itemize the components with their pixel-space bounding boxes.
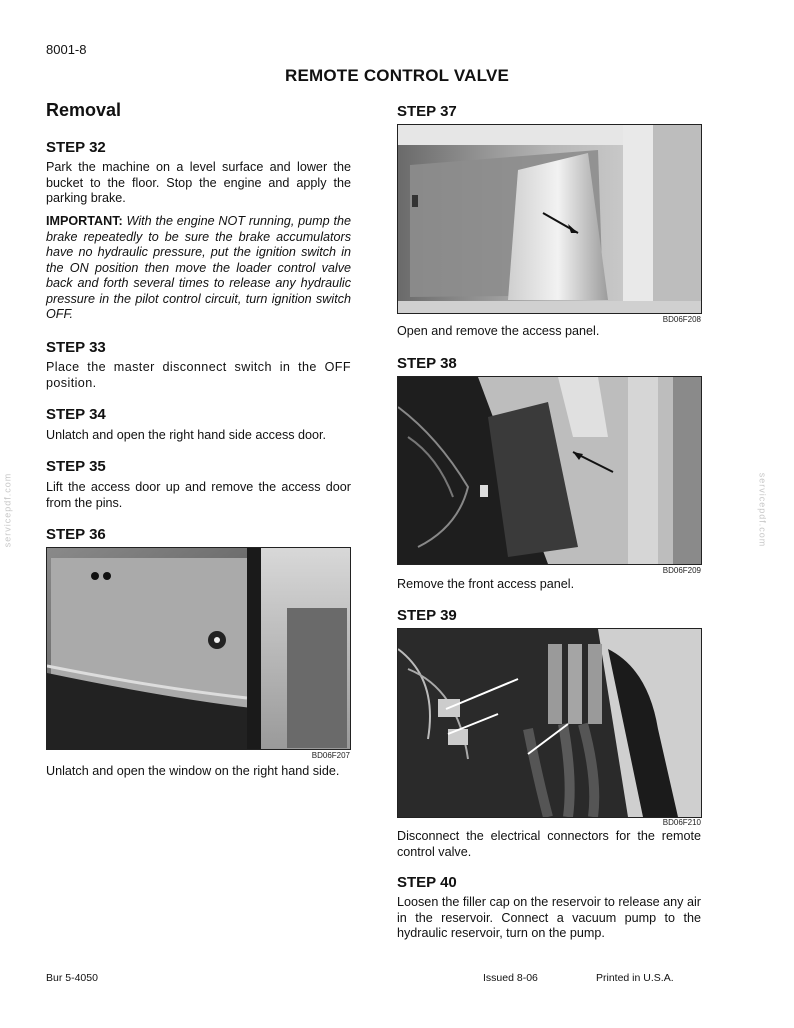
footer-printed: Printed in U.S.A. xyxy=(596,972,674,984)
step-34-text: Unlatch and open the right hand side access door. xyxy=(46,428,327,442)
important-label: IMPORTANT: xyxy=(46,214,123,228)
important-note xyxy=(46,214,351,323)
watermark-left: servicepdf.com xyxy=(2,472,13,548)
step-38-heading: STEP 38 xyxy=(397,355,457,372)
step-32-heading: STEP 32 xyxy=(46,139,106,156)
step-36-caption: Unlatch and open the window on the right hand side. xyxy=(46,764,340,778)
step-39-photo xyxy=(397,628,702,818)
section-heading: Removal xyxy=(46,100,122,120)
step-36-heading: STEP 36 xyxy=(46,526,106,543)
footer-doc-number: Bur 5-4050 xyxy=(46,972,98,984)
step-37-photo-code: BD06F208 xyxy=(662,315,701,324)
step-39-photo-code: BD06F210 xyxy=(662,818,701,827)
step-39-heading: STEP 39 xyxy=(397,607,457,624)
important-text: With the engine NOT running, pump the brake repeatedly to be sure the brake accumulators have no hydraulic pressure, put the ignition switch in the ON position then move the loader control valve back and forth several times to release any hydraulic pressure in the pilot control circuit, turn ignition switch OFF. xyxy=(46,214,352,321)
page-number: 8001-8 xyxy=(46,42,87,57)
step-37-heading: STEP 37 xyxy=(397,103,457,120)
watermark-right: servicepdf.com xyxy=(757,472,768,548)
step-38-caption: Remove the front access panel. xyxy=(397,577,575,591)
step-35-text: Lift the access door up and remove the access door from the pins. xyxy=(46,480,351,510)
step-37-caption: Open and remove the access panel. xyxy=(397,324,600,338)
step-37-photo xyxy=(397,124,702,314)
step-38-photo xyxy=(397,376,702,565)
step-33-heading: STEP 33 xyxy=(46,339,106,356)
footer-issued: Issued 8-06 xyxy=(483,972,538,984)
step-32-text: Park the machine on a level surface and lower the bucket to the floor. Stop the engine and apply the parking brake. xyxy=(46,160,351,205)
page-title: REMOTE CONTROL VALVE xyxy=(284,66,510,85)
step-36-photo xyxy=(46,547,351,750)
step-35-heading: STEP 35 xyxy=(46,458,106,475)
step-33-text: Place the master disconnect switch in the OFF position. xyxy=(46,360,351,390)
step-34-heading: STEP 34 xyxy=(46,406,106,423)
step-40-heading: STEP 40 xyxy=(397,874,457,891)
step-38-photo-code: BD06F209 xyxy=(662,566,701,575)
step-40-text: Loosen the filler cap on the reservoir to release any air in the reservoir. Connect a vacuum pump to the hydraulic reservoir, turn on the pump. xyxy=(397,895,701,940)
step-39-caption: Disconnect the electrical connectors for the remote control valve. xyxy=(397,829,701,859)
step-36-photo-code: BD06F207 xyxy=(311,751,350,760)
